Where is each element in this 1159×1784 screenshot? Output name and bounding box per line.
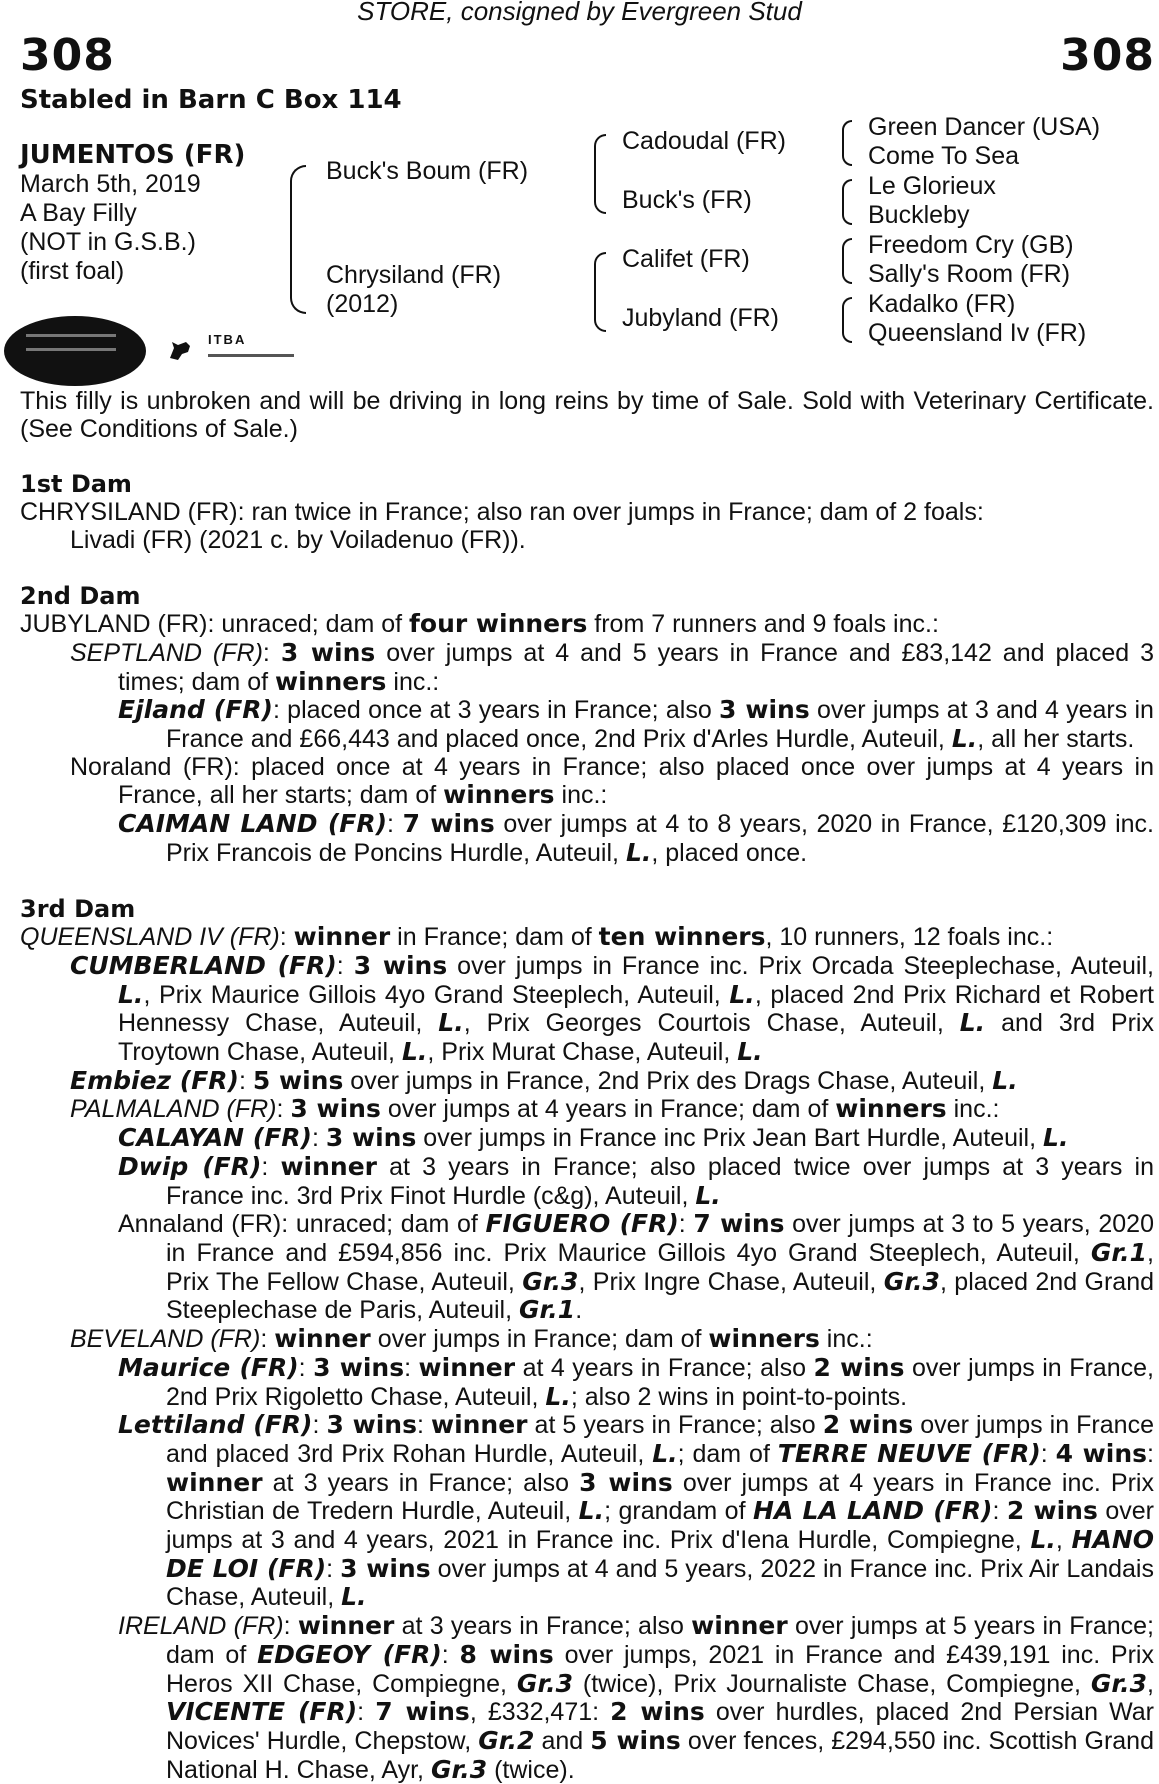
emphasis-run: winner (418, 1352, 516, 1382)
text-run: , Prix Georges Courtois Chase, Auteuil, (463, 1009, 960, 1038)
text-run: and (534, 1726, 591, 1755)
text-run: Annaland (FR): unraced; dam of (118, 1210, 486, 1239)
itba-logo-text: ITBA (208, 332, 247, 347)
text-run: : (298, 1353, 314, 1382)
text-run: over jumps at 3 and 4 years, 2021 in France inc. Prix d'Iena Hurdle, Compiegne, (166, 1497, 1154, 1555)
emphasis-run: L. (959, 1008, 986, 1038)
text-run: at 3 years in France; also placed twice over jumps at 3 years in France inc. 3rd Prix Finot Hurdle (c&g), Auteuil, (166, 1152, 1154, 1210)
emphasis-run: L. (992, 1065, 1018, 1095)
pedigree-paragraph (20, 1067, 1154, 1096)
text-run: over jumps at 4 to 8 years, 2020 in France, £120,309 inc. Prix Francois de Poncins Hurdle, Auteuil, (166, 810, 1154, 867)
text-run: at 3 years in France; also (262, 1468, 580, 1497)
text-run: , all her starts. (977, 725, 1135, 754)
pedigree-dam: Chrysiland (FR) (326, 261, 502, 289)
pedigree-dds: Kadalko (FR) (868, 290, 1016, 318)
emphasis-run: Gr.3 (516, 1668, 574, 1698)
pedigree-paragraph (20, 639, 1154, 696)
emphasis-run: winner (293, 922, 391, 952)
text-run: in France; dam of (390, 923, 599, 952)
emphasis-run: L. (341, 1582, 367, 1612)
text-run: Livadi (FR) (2021 c. by Voiladenuo (FR)). (70, 525, 526, 554)
text-run: , Prix Murat Chase, Auteuil, (427, 1038, 738, 1067)
text-run: over jumps at 4 and 5 years, 2022 in France inc. Prix Air Landais Chase, Auteuil, (166, 1554, 1154, 1612)
emphasis-run: four winners (409, 609, 588, 639)
emphasis-run: PALMALAND (FR) (70, 1095, 277, 1124)
text-run: , placed once. (651, 838, 808, 867)
emphasis-run: 5 wins (590, 1725, 681, 1755)
dam-heading: 3rd Dam (20, 894, 136, 923)
pedigree-ssd: Come To Sea (868, 142, 1020, 170)
emphasis-run: 3 wins (579, 1467, 673, 1497)
pedigree-paragraph (20, 499, 1154, 527)
emphasis-run: ten winners (598, 922, 766, 952)
text-run: ; grandam of (604, 1497, 754, 1526)
text-run: , placed 2nd Grand Steeplechase de Paris, Auteuil, (166, 1267, 1155, 1325)
text-run: at 3 years in France; also (394, 1612, 692, 1641)
emphasis-run: winner (280, 1151, 377, 1181)
emphasis-run: 3 wins (718, 695, 810, 725)
emphasis-run: 3 wins (326, 1410, 417, 1440)
emphasis-run: 3 wins (280, 637, 376, 667)
emphasis-run: IRELAND (FR) (118, 1612, 284, 1641)
text-run: : (260, 1325, 275, 1354)
emphasis-run: L. (695, 1180, 721, 1210)
text-run: (twice), Prix Journaliste Chase, Compiegne, (573, 1669, 1091, 1698)
text-run: : (262, 638, 281, 667)
dam-sections (20, 471, 1154, 1784)
pedigree-brace-g3-4 (842, 297, 852, 343)
pedigree-paragraph (20, 1153, 1154, 1210)
itba-logo-subline (208, 354, 294, 357)
emphasis-run: L. (1030, 1525, 1056, 1555)
emphasis-run: Gr.3 (522, 1266, 579, 1296)
text-run: over fences, £294,550 inc. Scottish Grand National H. Chase, Ayr, (166, 1726, 1154, 1784)
text-run: : (312, 1411, 327, 1440)
text-run: : (336, 951, 354, 980)
emphasis-run: HANO DE LOI (FR) (166, 1525, 1154, 1583)
text-run: JUBYLAND (FR): unraced; dam of (20, 610, 410, 639)
text-run: over jumps in France, 2nd Prix Rigoletto Chase, Auteuil, (166, 1353, 1154, 1411)
emphasis-run: 2 wins (1006, 1496, 1098, 1526)
emphasis-run: Gr.3 (430, 1754, 488, 1784)
emphasis-run: 7 wins (375, 1697, 470, 1727)
text-run: , 10 runners, 12 foals inc.: (765, 923, 1054, 952)
text-run: over hurdles, placed 2nd Persian War Novices' Hurdle, Chepstow, (166, 1698, 1154, 1755)
text-run: ; also 2 wins in point-to-points. (570, 1382, 908, 1411)
emphasis-run: winner (297, 1611, 395, 1641)
stabling-info: Stabled in Barn C Box 114 (20, 85, 402, 115)
catalogue-body (20, 388, 1154, 1784)
pedigree-brace-dam (594, 252, 606, 332)
dam-heading: 1st Dam (20, 470, 132, 499)
text-run: : (441, 1640, 460, 1669)
emphasis-run: VICENTE (FR) (166, 1697, 358, 1727)
text-run: : (992, 1497, 1007, 1526)
emphasis-run: winner (166, 1467, 263, 1497)
text-run: over jumps in France, 2nd Prix des Drags Chase, Auteuil, (343, 1066, 993, 1095)
emphasis-run: BEVELAND (FR) (70, 1325, 261, 1354)
emphasis-run: 7 wins (693, 1209, 785, 1239)
emphasis-run: L. (438, 1008, 464, 1038)
text-run: over jumps at 4 years in France; dam of (380, 1095, 836, 1124)
text-run: : (279, 923, 294, 952)
emphasis-run: HA LA LAND (FR) (753, 1496, 993, 1526)
text-run: , £332,471: (469, 1698, 611, 1727)
text-run: over jumps at 3 and 4 years in France and £66,443 and placed once, 2nd Prix d'Arles Hurdle, Auteuil, (166, 696, 1154, 754)
text-run: over jumps in France; dam of (370, 1325, 709, 1354)
text-run: , placed 2nd Prix Richard et Robert Hennessy Chase, Auteuil, (118, 980, 1154, 1038)
emphasis-run: Ejland (FR) (118, 695, 273, 725)
emphasis-run: CAIMAN LAND (FR) (118, 809, 388, 839)
dam-heading: 2nd Dam (20, 581, 141, 610)
text-run: : (416, 1411, 431, 1440)
emphasis-run: 3 wins (340, 1553, 431, 1583)
text-run: and 3rd Prix Troytown Chase, Auteuil, (118, 1009, 1154, 1067)
text-run: : (283, 1612, 298, 1641)
text-run: ; dam of (677, 1439, 778, 1468)
emphasis-run: winner (430, 1410, 528, 1440)
emphasis-run: winners (275, 666, 387, 696)
text-run: : (1040, 1439, 1056, 1468)
emphasis-run: 2 wins (610, 1697, 705, 1727)
horse-name: JUMENTOS (FR) (20, 140, 246, 170)
pedigree-sire-dam: Buck's (FR) (622, 186, 752, 214)
pedigree-paragraph (20, 754, 1154, 810)
text-run: : (404, 1353, 419, 1382)
pedigree-paragraph (20, 923, 1154, 952)
pedigree-paragraph (20, 1095, 1154, 1124)
pedigree-paragraph (20, 610, 1154, 639)
pedigree-paragraph (20, 1325, 1154, 1354)
text-run: over jumps at 4 years in France inc. Prix Christian de Tredern Hurdle, Auteuil, (166, 1468, 1154, 1526)
pedigree-sire-sire: Cadoudal (FR) (622, 127, 786, 155)
text-run: : placed once at 3 years in France; also (272, 696, 719, 725)
gsb-note: (NOT in G.S.B.) (20, 228, 196, 256)
emphasis-run: winner (691, 1611, 788, 1641)
emphasis-run: Embiez (FR) (70, 1065, 239, 1095)
text-run: from 7 runners and 9 foals inc.: (587, 610, 939, 639)
pedigree-sss: Green Dancer (USA) (868, 113, 1101, 141)
emphasis-run: Dwip (FR) (118, 1151, 262, 1181)
text-run: : (678, 1210, 694, 1239)
foaling-date: March 5th, 2019 (20, 170, 201, 198)
emphasis-run: Gr.2 (478, 1725, 535, 1755)
pedigree-sire: Buck's Boum (FR) (326, 157, 529, 185)
lot-number-left: 308 (20, 30, 115, 81)
text-run: Noraland (FR): placed once at 4 years in France; also placed once over jumps at 4 years in France, all her starts; dam of (70, 752, 1154, 810)
text-run: , (1055, 1526, 1072, 1555)
pedigree-dam-dam: Jubyland (FR) (622, 304, 779, 332)
emphasis-run: Gr.1 (1090, 1237, 1148, 1267)
emphasis-run: 3 wins (353, 950, 448, 980)
text-run: at 4 years in France; also (515, 1353, 814, 1382)
pedigree-paragraph (20, 952, 1154, 1067)
text-run: over jumps in France inc Prix Jean Bart Hurdle, Auteuil, (416, 1124, 1044, 1153)
itba-horse-icon (166, 336, 194, 364)
foal-note: (first foal) (20, 257, 125, 285)
pedigree-dsd: Sally's Room (FR) (868, 260, 1071, 288)
text-run: inc.: (386, 667, 440, 696)
emphasis-run: 8 wins (459, 1639, 554, 1669)
text-run: , (1147, 1669, 1154, 1698)
emphasis-run: Lettiland (FR) (118, 1410, 313, 1440)
text-run: : (261, 1152, 281, 1181)
pedigree-paragraph (20, 1210, 1154, 1325)
pedigree-paragraph (20, 1354, 1154, 1411)
pedigree-paragraph (20, 1411, 1154, 1612)
text-run: : (311, 1124, 326, 1153)
emphasis-run: 2 wins (822, 1410, 914, 1440)
emphasis-run: L. (1043, 1123, 1069, 1153)
emphasis-run: 3 wins (313, 1352, 405, 1382)
pedigree-paragraph (20, 696, 1154, 753)
emphasis-run: 7 wins (402, 809, 495, 839)
emphasis-run: 3 wins (290, 1094, 381, 1124)
emphasis-run: Maurice (FR) (118, 1352, 299, 1382)
text-run: : (357, 1698, 376, 1727)
text-run: : (276, 1095, 291, 1124)
emphasis-run: winners (835, 1094, 947, 1124)
pedigree-brace-sire (594, 134, 606, 214)
text-run: inc.: (946, 1095, 1000, 1124)
emphasis-run: FIGUERO (FR) (485, 1209, 679, 1239)
text-run: at 5 years in France; also (527, 1411, 823, 1440)
pedigree-sdd: Buckleby (868, 201, 970, 229)
text-run: over jumps, 2021 in France and £439,191 inc. Prix Heros XII Chase, Compiegne, (166, 1640, 1154, 1698)
emphasis-run: Gr.3 (1090, 1668, 1148, 1698)
text-run: (twice). (487, 1755, 575, 1784)
emphasis-run: L. (951, 724, 978, 754)
text-run: , Prix Ingre Chase, Auteuil, (578, 1267, 884, 1296)
emphasis-run: EDGEOY (FR) (257, 1639, 442, 1669)
pedigree-dss: Freedom Cry (GB) (868, 231, 1074, 259)
lot-number-right: 308 (1060, 30, 1155, 81)
pedigree-brace-gen1 (290, 165, 306, 314)
sale-note: This filly is unbroken and will be driving in long reins by time of Sale. Sold with Veterinary Certificate. (See Conditions of Sale.) (20, 387, 1154, 443)
emphasis-run: 3 wins (325, 1123, 417, 1153)
emphasis-run: 2 wins (813, 1352, 905, 1382)
text-run: : (326, 1554, 341, 1583)
text-run: : (387, 810, 403, 839)
pedigree-paragraph (20, 1124, 1154, 1153)
text-run: . (575, 1296, 583, 1325)
emphasis-run: L. (737, 1037, 763, 1067)
emphasis-run: L. (729, 979, 755, 1009)
pedigree-brace-g3-2 (842, 179, 852, 225)
text-run: : (238, 1066, 253, 1095)
emphasis-run: Gr.3 (883, 1266, 940, 1296)
emphasis-run: L. (545, 1381, 571, 1411)
text-run: , Prix The Fellow Chase, Auteuil, (166, 1238, 1154, 1296)
horse-description: A Bay Filly (20, 199, 137, 227)
emphasis-run: QUEENSLAND IV (FR) (20, 923, 280, 952)
sales-scheme-logo (4, 316, 146, 386)
text-run: inc.: (819, 1325, 873, 1354)
text-run: , Prix Maurice Gillois 4yo Grand Steeplech, Auteuil, (143, 980, 730, 1009)
pedigree-brace-g3-1 (842, 120, 852, 166)
text-run: inc.: (554, 781, 608, 810)
pedigree-paragraph (20, 527, 1154, 555)
emphasis-run: Gr.1 (519, 1295, 576, 1325)
pedigree-sds: Le Glorieux (868, 172, 996, 200)
emphasis-run: L. (625, 837, 652, 867)
text-run: over jumps at 4 and 5 years in France and £83,142 and placed 3 times; dam of (118, 638, 1154, 696)
pedigree-dam-year: (2012) (326, 290, 399, 318)
text-run: over jumps at 3 to 5 years, 2020 in France and £594,856 inc. Prix Maurice Gillois 4yo Grand Steeplech, Auteuil, (166, 1210, 1154, 1267)
emphasis-run: L. (401, 1037, 428, 1067)
consignor-header: STORE, consigned by Evergreen Stud (357, 0, 802, 26)
emphasis-run: L. (652, 1438, 678, 1468)
pedigree-brace-g3-3 (842, 238, 852, 284)
pedigree-dam-sire: Califet (FR) (622, 245, 750, 273)
emphasis-run: L. (578, 1496, 605, 1526)
pedigree-paragraph (20, 810, 1154, 867)
text-run: over jumps in France and placed 3rd Prix Rohan Hurdle, Auteuil, (166, 1411, 1154, 1468)
text-run: CHRYSILAND (FR): ran twice in France; also ran over jumps in France; dam of 2 foals: (20, 498, 984, 527)
pedigree-ddd: Queensland Iv (FR) (868, 319, 1087, 347)
emphasis-run: CUMBERLAND (FR) (70, 950, 337, 980)
emphasis-run: CALAYAN (FR) (118, 1123, 312, 1153)
text-run: : (1147, 1439, 1154, 1468)
text-run: over jumps in France inc. Prix Orcada Steeplechase, Auteuil, (447, 951, 1154, 980)
emphasis-run: 5 wins (252, 1065, 344, 1095)
text-run: over jumps at 5 years in France; dam of (166, 1612, 1154, 1669)
emphasis-run: 4 wins (1055, 1438, 1148, 1468)
emphasis-run: winners (708, 1324, 820, 1354)
emphasis-run: SEPTLAND (FR) (70, 638, 263, 667)
pedigree-paragraph (20, 1612, 1154, 1784)
emphasis-run: winners (443, 780, 555, 810)
emphasis-run: winner (274, 1324, 371, 1354)
emphasis-run: L. (118, 979, 144, 1009)
emphasis-run: TERRE NEUVE (FR) (777, 1438, 1041, 1468)
